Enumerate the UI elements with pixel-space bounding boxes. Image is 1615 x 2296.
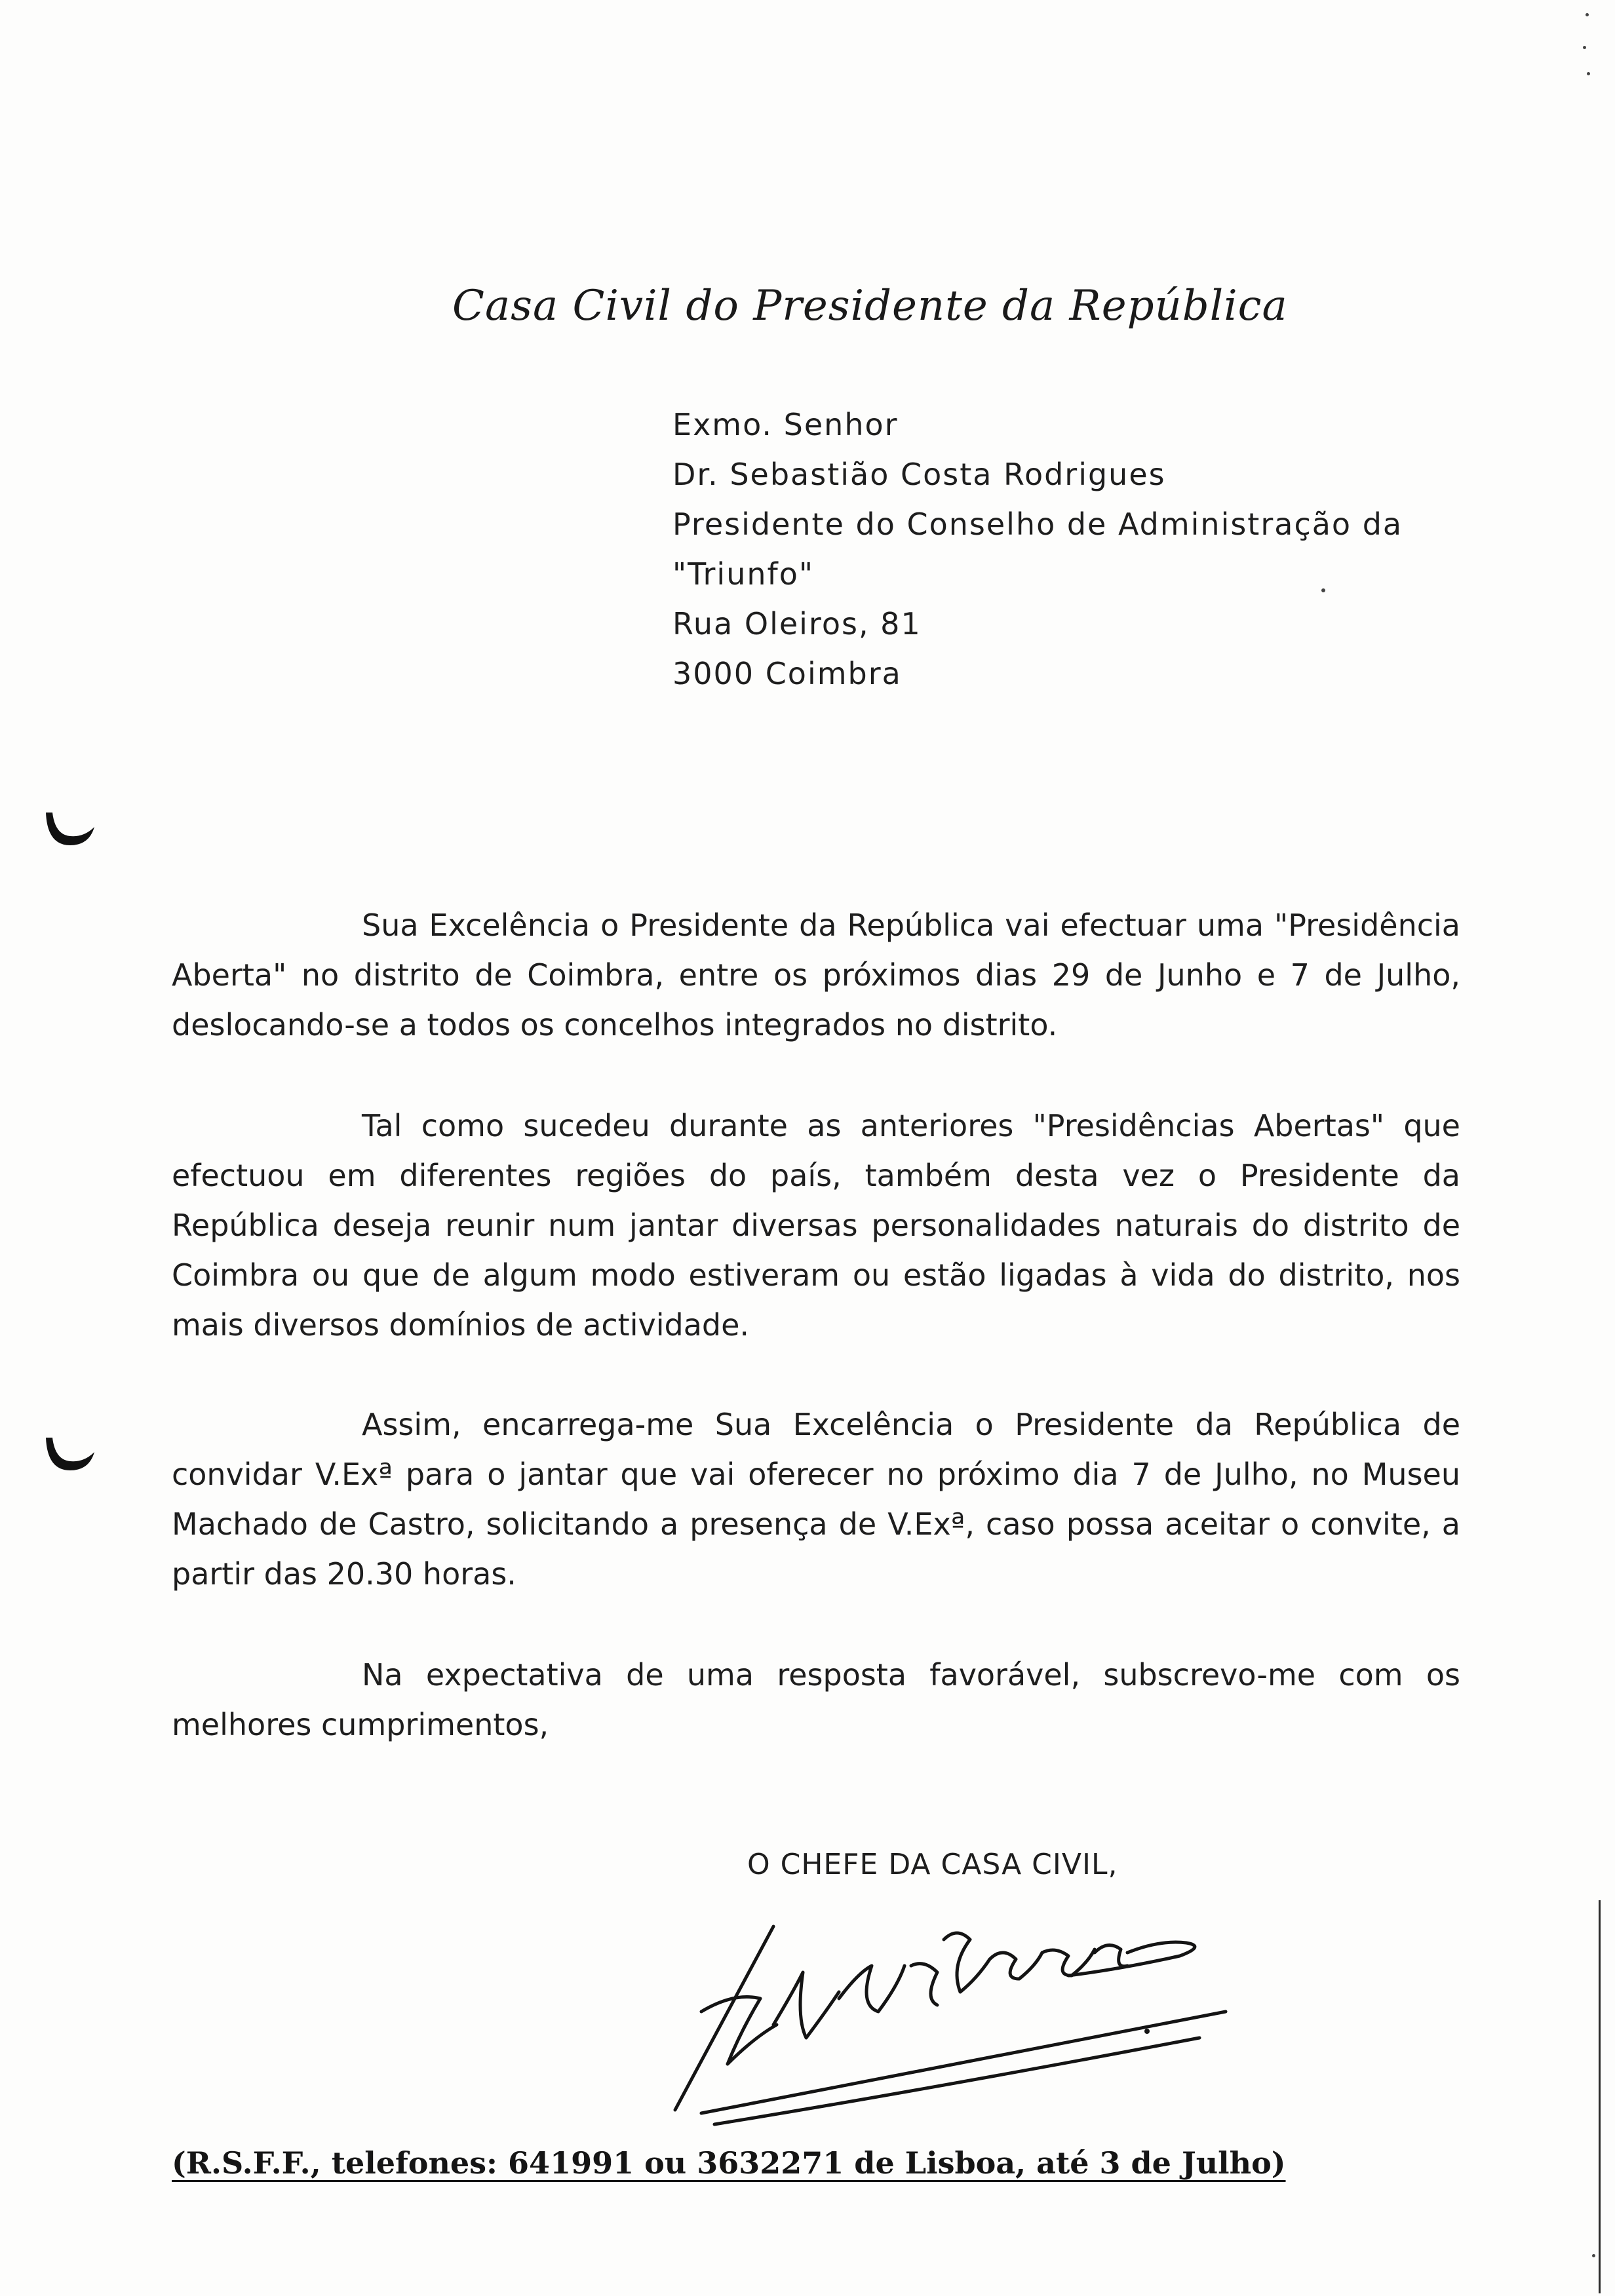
recipient-line: "Triunfo": [672, 556, 814, 592]
scan-speck: [1592, 2254, 1595, 2257]
body-paragraph: Na expectativa de uma resposta favorável, subscrevo-me com os melhores cumprimentos,: [172, 1657, 1460, 1742]
recipient-line: Dr. Sebastião Costa Rodrigues: [672, 457, 1166, 492]
scan-speck: [1583, 46, 1586, 49]
letterhead-title: Casa Civil do Presidente da República: [452, 282, 1288, 330]
scan-speck: [1586, 13, 1589, 16]
body-paragraph: Sua Excelência o Presidente da República vai efectuar uma "Presidência Aberta" no distrito de Coimbra, entre os próximos dias 29 de Junho e 7 de Julho, deslocando-se a todos os concelhos integrados no distrito.: [172, 908, 1460, 1043]
scan-speck: [1321, 588, 1325, 592]
handwritten-signature: [662, 1913, 1239, 2130]
recipient-line: 3000 Coimbra: [672, 656, 902, 691]
punch-hole-mark: [41, 807, 100, 853]
footer-note: (R.S.F.F., telefones: 641991 ou 3632271 de Lisboa, até 3 de Julho): [172, 2145, 1286, 2181]
body-paragraph: Assim, encarrega-me Sua Excelência o Presidente da República de convidar V.Exª para o jantar que vai oferecer no próximo dia 7 de Julho, no Museu Machado de Castro, solicitando a presença de V.Exª, caso possa aceitar o convite, a partir das 20.30 horas.: [172, 1407, 1460, 1592]
recipient-address: [672, 400, 1403, 698]
scan-edge-line: [1599, 1900, 1601, 2293]
body-paragraph: Tal como sucedeu durante as anteriores "Presidências Abertas" que efectuou em diferentes regiões do país, também desta vez o Presidente da República deseja reunir num jantar diversas personalidades naturais do distrito de Coimbra ou que de algum modo estiveram ou estão ligadas à vida do distrito, nos mais diversos domínios de actividade.: [172, 1108, 1460, 1343]
scan-speck: [1587, 72, 1590, 75]
recipient-line: Exmo. Senhor: [672, 407, 899, 442]
recipient-line: Presidente do Conselho de Administração da: [672, 507, 1403, 542]
signoff-title: O CHEFE DA CASA CIVIL,: [747, 1848, 1118, 1881]
punch-hole-mark: [41, 1432, 100, 1478]
recipient-line: Rua Oleiros, 81: [672, 606, 922, 641]
